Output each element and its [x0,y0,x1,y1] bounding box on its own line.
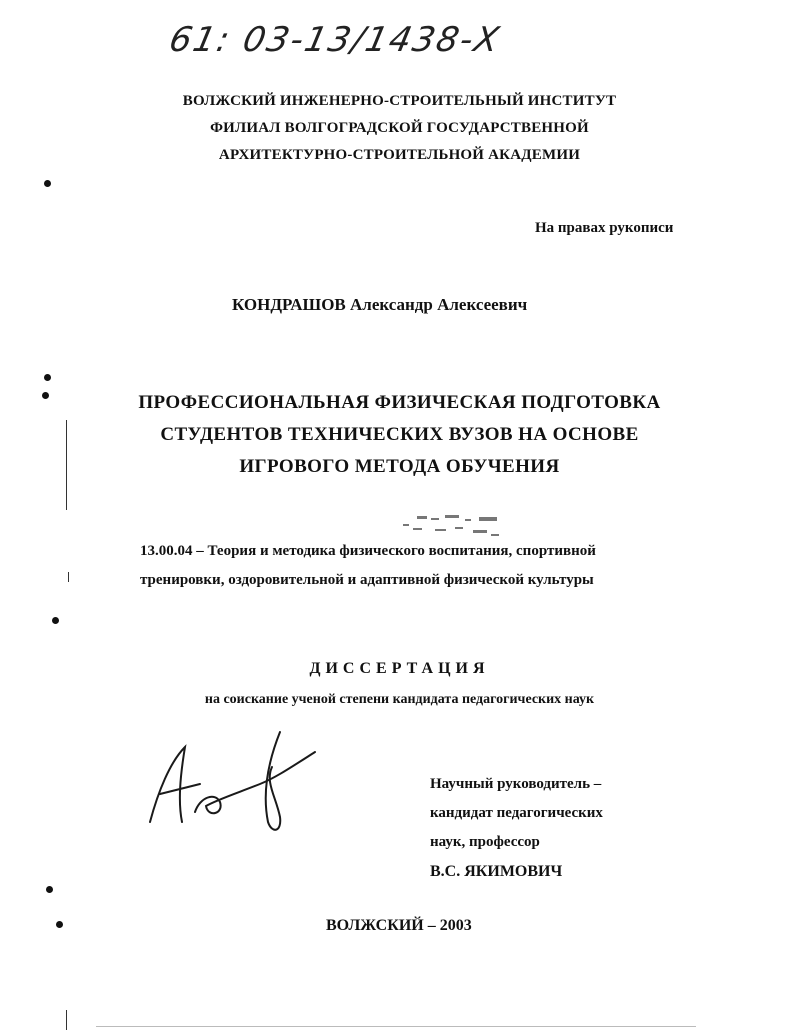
specialty [140,537,596,595]
binding-mark [52,617,59,624]
archive-code-handwritten: 61: 03-13/1438-Х [165,20,505,60]
binding-mark [46,886,53,893]
manuscript-rights: На правах рукописи [535,220,674,236]
title-line-1: ПРОФЕССИОНАЛЬНАЯ ФИЗИЧЕСКАЯ ПОДГОТОВКА [138,392,661,413]
title-line-2: СТУДЕНТОВ ТЕХНИЧЕСКИХ ВУЗОВ НА ОСНОВЕ [160,424,639,445]
dissertation-title [0,387,799,483]
institute-line-2: ФИЛИАЛ ВОЛГОГРАДСКОЙ ГОСУДАРСТВЕННОЙ [210,120,589,136]
binding-mark [44,180,51,187]
specialty-line-2: тренировки, оздоровительной и адаптивной физической культуры [140,572,594,588]
institute-line-1: ВОЛЖСКИЙ ИНЖЕНЕРНО-СТРОИТЕЛЬНЫЙ ИНСТИТУТ [182,93,617,109]
institute-header [0,88,799,169]
scan-line [68,572,69,582]
title-line-3: ИГРОВОГО МЕТОДА ОБУЧЕНИЯ [239,456,560,477]
author-given-names: Александр Алексеевич [350,295,528,314]
author-name [232,295,527,315]
degree-line: на соискание ученой степени кандидата педагогических наук [204,692,595,707]
supervisor-role: Научный руководитель – [430,776,602,792]
specialty-line-1: 13.00.04 – Теория и методика физического воспитания, спортивной [140,543,596,559]
supervisor-degree: кандидат педагогических [430,805,603,821]
signature [140,722,330,842]
supervisor [430,770,603,886]
binding-mark [44,374,51,381]
city-year: ВОЛЖСКИЙ – 2003 [326,917,472,934]
scan-line [66,1010,67,1030]
scan-line [66,420,67,510]
supervisor-title: наук, профессор [430,834,540,850]
author-surname: КОНДРАШОВ [232,295,346,314]
document-type: ДИССЕРТАЦИЯ [309,660,490,677]
bottom-scan-line [96,1026,696,1027]
stamp-residue [395,510,510,540]
binding-mark [42,392,49,399]
supervisor-name: В.С. ЯКИМОВИЧ [430,863,563,880]
binding-mark [56,921,63,928]
institute-line-3: АРХИТЕКТУРНО-СТРОИТЕЛЬНОЙ АКАДЕМИИ [218,147,581,163]
